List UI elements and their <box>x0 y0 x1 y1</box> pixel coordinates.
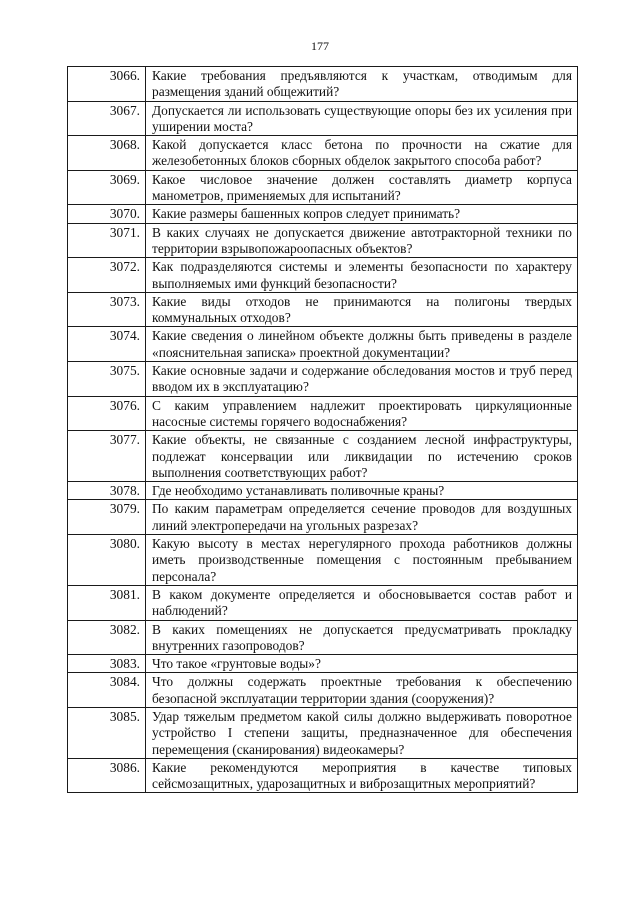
question-row <box>68 396 578 431</box>
question-row <box>68 482 578 500</box>
question-number: 3079. <box>68 500 146 535</box>
questions-table <box>67 66 578 793</box>
question-text: Что должны содержать проектные требования к обеспечению безопасной эксплуатации территории здания (сооружения)? <box>146 673 578 708</box>
question-number: 3082. <box>68 620 146 655</box>
question-number: 3072. <box>68 258 146 293</box>
question-row <box>68 620 578 655</box>
question-number: 3067. <box>68 101 146 136</box>
question-text: Какую высоту в местах нерегулярного прохода работников должны иметь производственные помещения с постоянным пребыванием персонала? <box>146 535 578 586</box>
question-number: 3071. <box>68 223 146 258</box>
question-number: 3077. <box>68 431 146 482</box>
question-row <box>68 170 578 205</box>
question-text: Какие рекомендуются мероприятия в качестве типовых сейсмозащитных, ударозащитных и виброзащитных мероприятий? <box>146 758 578 793</box>
question-row <box>68 67 578 102</box>
question-number: 3075. <box>68 362 146 397</box>
question-row <box>68 655 578 673</box>
question-row <box>68 327 578 362</box>
question-text: Какое числовое значение должен составлять диаметр корпуса манометров, применяемых для испытаний? <box>146 170 578 205</box>
question-text: В каких помещениях не допускается предусматривать прокладку внутренних газопроводов? <box>146 620 578 655</box>
question-number: 3076. <box>68 396 146 431</box>
question-row <box>68 205 578 223</box>
question-text: Какие сведения о линейном объекте должны быть приведены в разделе «пояснительная записка» проектной документации? <box>146 327 578 362</box>
question-text: Где необходимо устанавливать поливочные краны? <box>146 482 578 500</box>
question-text: Какие виды отходов не принимаются на полигоны твердых коммунальных отходов? <box>146 292 578 327</box>
question-row <box>68 431 578 482</box>
question-row <box>68 101 578 136</box>
question-row <box>68 535 578 586</box>
question-text: В каком документе определяется и обосновывается состав работ и наблюдений? <box>146 585 578 620</box>
question-number: 3070. <box>68 205 146 223</box>
question-number: 3086. <box>68 758 146 793</box>
question-number: 3084. <box>68 673 146 708</box>
question-row <box>68 758 578 793</box>
question-number: 3078. <box>68 482 146 500</box>
question-row <box>68 223 578 258</box>
question-text: Что такое «грунтовые воды»? <box>146 655 578 673</box>
question-text: Какие требования предъявляются к участкам, отводимым для размещения зданий общежитий? <box>146 67 578 102</box>
question-text: По каким параметрам определяется сечение проводов для воздушных линий электропередачи на угольных разрезах? <box>146 500 578 535</box>
question-row <box>68 136 578 171</box>
question-row <box>68 292 578 327</box>
page-number: 177 <box>311 39 329 53</box>
question-number: 3085. <box>68 707 146 758</box>
questions-table-body <box>68 67 578 793</box>
question-number: 3068. <box>68 136 146 171</box>
question-number: 3080. <box>68 535 146 586</box>
question-number: 3069. <box>68 170 146 205</box>
question-number: 3074. <box>68 327 146 362</box>
question-text: Как подразделяются системы и элементы безопасности по характеру выполняемых ими функций безопасности? <box>146 258 578 293</box>
question-number: 3066. <box>68 67 146 102</box>
question-number: 3081. <box>68 585 146 620</box>
question-text: Какие размеры башенных копров следует принимать? <box>146 205 578 223</box>
question-text: Какие основные задачи и содержание обследования мостов и труб перед вводом их в эксплуатацию? <box>146 362 578 397</box>
question-text: В каких случаях не допускается движение автотракторной техники по территории взрывопожароопасных объектов? <box>146 223 578 258</box>
question-text: Какие объекты, не связанные с созданием лесной инфраструктуры, подлежат консервации или ликвидации по истечению сроков выполнения соответствующих работ? <box>146 431 578 482</box>
question-row <box>68 258 578 293</box>
question-row <box>68 673 578 708</box>
question-text: Удар тяжелым предметом какой силы должно выдерживать поворотное устройство I степени защиты, предназначенное для обеспечения перемещения (сканирования) видеокамеры? <box>146 707 578 758</box>
question-text: Допускается ли использовать существующие опоры без их усиления при уширении моста? <box>146 101 578 136</box>
question-text: С каким управлением надлежит проектировать циркуляционные насосные системы горячего водоснабжения? <box>146 396 578 431</box>
question-row <box>68 707 578 758</box>
question-text: Какой допускается класс бетона по прочности на сжатие для железобетонных блоков сборных обделок закрытого способа работ? <box>146 136 578 171</box>
question-row <box>68 585 578 620</box>
question-row <box>68 500 578 535</box>
question-number: 3083. <box>68 655 146 673</box>
question-row <box>68 362 578 397</box>
question-number: 3073. <box>68 292 146 327</box>
